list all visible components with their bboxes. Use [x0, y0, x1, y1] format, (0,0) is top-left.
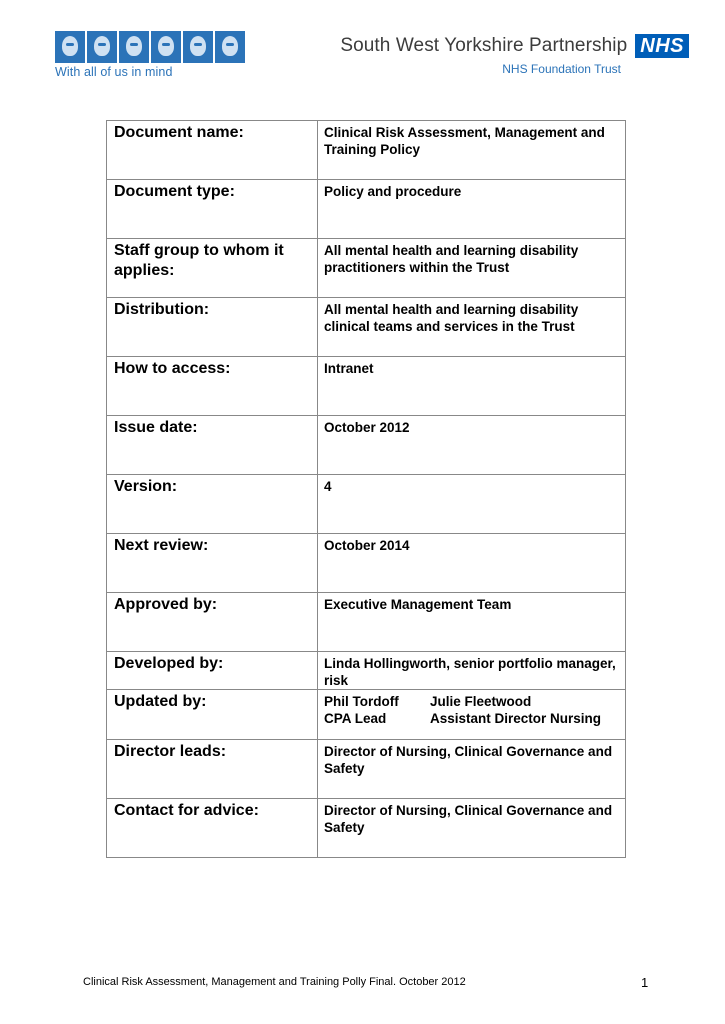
row-value: Intranet: [318, 357, 626, 416]
row-value: Director of Nursing, Clinical Governance and Safety: [318, 799, 626, 858]
trust-subtitle: NHS Foundation Trust: [502, 62, 621, 76]
row-label: Director leads:: [107, 740, 318, 799]
row-label: Developed by:: [107, 652, 318, 690]
table-row: [107, 534, 626, 593]
row-value: Policy and procedure: [318, 180, 626, 239]
row-label: Staff group to whom it applies:: [107, 239, 318, 298]
row-value: October 2014: [318, 534, 626, 593]
row-label: Version:: [107, 475, 318, 534]
page-number: 1: [641, 975, 649, 990]
row-label: Distribution:: [107, 298, 318, 357]
row-label: Contact for advice:: [107, 799, 318, 858]
table-row: [107, 357, 626, 416]
table-row: [107, 416, 626, 475]
face-icon: [87, 31, 117, 63]
row-label: Document type:: [107, 180, 318, 239]
row-label: Document name:: [107, 121, 318, 180]
trust-name: South West Yorkshire Partnership: [340, 35, 628, 56]
row-value: Director of Nursing, Clinical Governance and Safety: [318, 740, 626, 799]
table-row: [107, 121, 626, 180]
updater-role: CPA Lead: [324, 711, 387, 726]
row-value: All mental health and learning disability practitioners within the Trust: [318, 239, 626, 298]
updater-role: Assistant Director Nursing: [430, 711, 602, 726]
table-row: [107, 239, 626, 298]
row-value: 4: [318, 475, 626, 534]
table-row: [107, 740, 626, 799]
face-icon: [119, 31, 149, 63]
row-value: October 2012: [318, 416, 626, 475]
table-row: [107, 475, 626, 534]
updater-name: Phil Tordoff: [324, 694, 399, 709]
nhs-logo: NHS: [635, 34, 689, 58]
table-row: [107, 799, 626, 858]
face-icon: [215, 31, 245, 63]
document-info-table: [106, 120, 626, 858]
table-row: [107, 180, 626, 239]
table-row: [107, 298, 626, 357]
row-value: All mental health and learning disability clinical teams and services in the Trust: [318, 298, 626, 357]
face-icon: [151, 31, 181, 63]
updater-name: Julie Fleetwood: [430, 694, 532, 709]
logo-tagline: With all of us in mind: [55, 65, 173, 79]
row-value-updated-by: [318, 690, 626, 740]
row-label: Updated by:: [107, 690, 318, 740]
face-icon: [55, 31, 85, 63]
table-row: [107, 593, 626, 652]
row-value: Executive Management Team: [318, 593, 626, 652]
row-value: Clinical Risk Assessment, Management and Training Policy: [318, 121, 626, 180]
face-icon: [183, 31, 213, 63]
row-label: Approved by:: [107, 593, 318, 652]
logo-faces-strip: [55, 31, 245, 63]
trust-logo: [55, 31, 245, 83]
row-value: Linda Hollingworth, senior portfolio manager, risk: [318, 652, 626, 690]
page-footer: Clinical Risk Assessment, Management and Training Polly Final. October 2012: [83, 976, 466, 988]
row-label: Issue date:: [107, 416, 318, 475]
table-row: [107, 652, 626, 690]
table-row: [107, 690, 626, 740]
trust-header: [340, 34, 689, 76]
row-label: How to access:: [107, 357, 318, 416]
row-label: Next review:: [107, 534, 318, 593]
